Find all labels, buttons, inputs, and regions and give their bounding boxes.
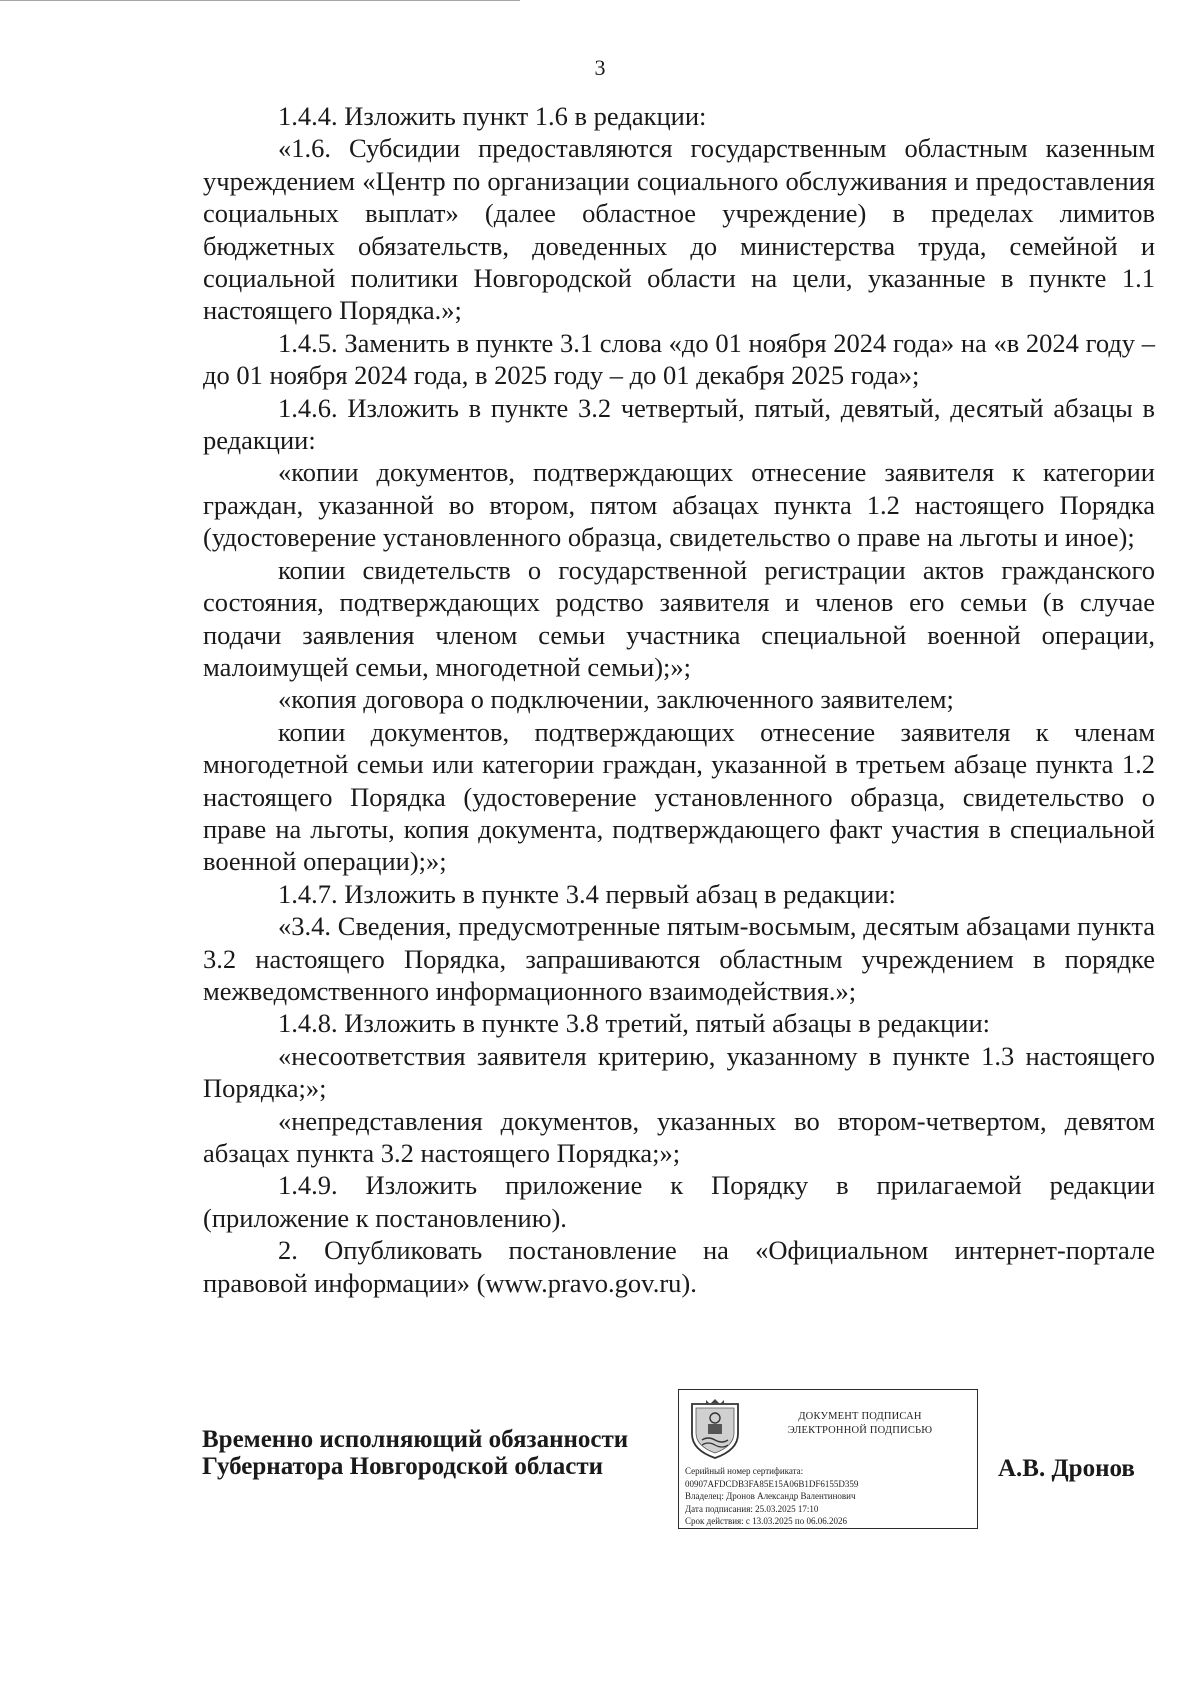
paragraph-1-6-quote: «1.6. Субсидии предоставляются государственным областным казенным учреждением «Центр по организации социального обслуживания и предоставления социальных выплат» (далее областное учреждение) в пределах лимитов бюджетных обязательств, доведенных до министерства труда, семейной и социальной политики Новгородской области на цели, указанные в пункте 1.1 настоящего Порядка.»;	[203, 133, 1155, 326]
page-number: 3	[594, 55, 606, 80]
stamp-title-line-2: ЭЛЕКТРОННОЙ ПОДПИСЬЮ	[787, 1425, 933, 1436]
paragraph-1-4-8: 1.4.8. Изложить в пункте 3.8 третий, пятый абзацы в редакции:	[278, 1008, 991, 1039]
position-line-1: Временно исполняющий обязанности	[202, 1426, 629, 1453]
certificate-label: Серийный номер сертификата:	[685, 1466, 804, 1476]
stamp-title-line-1: ДОКУМЕНТ ПОДПИСАН	[798, 1411, 922, 1422]
stamp-title	[749, 1410, 971, 1438]
validity-period: Срок действия: с 13.03.2025 по 06.06.2026	[685, 1516, 847, 1527]
signatory-position	[202, 1426, 628, 1480]
paragraph-3-4-quote: «3.4. Сведения, предусмотренные пятым-восьмым, десятым абзацами пункта 3.2 настоящего Порядка, запрашиваются областным учреждением в порядке межведомственного информационного взаимодействия.»;	[203, 911, 1155, 1006]
stamp-details	[685, 1465, 973, 1528]
paragraph-criterion-mismatch: «несоответствия заявителя критерию, указанному в пункте 1.3 настоящего Порядка;»;	[203, 1040, 1155, 1104]
paragraph-1-4-4: 1.4.4. Изложить пункт 1.6 в редакции:	[278, 101, 707, 131]
paragraph-copies-certificates: копии свидетельств о государственной регистрации актов гражданского состояния, подтверждающих родство заявителя и членов его семьи (в случае подачи заявления членом семьи участника специальной военной операции, малоимущей семьи, многодетной семьи);»;	[203, 554, 1155, 682]
paragraph-1-4-5: 1.4.5. Заменить в пункте 3.1 слова «до 01 ноября 2024 года» на «в 2024 году – до 01 ноября 2024 года, в 2025 году – до 01 декабря 2025 года»;	[203, 327, 1155, 391]
paragraph-copies-category: «копии документов, подтверждающих отнесение заявителя к категории граждан, указанной во втором, пятом абзацах пункта 1.2 настоящего Порядка (удостоверение установленного образца, свидетельство о праве на льготы и иное);	[203, 457, 1155, 553]
position-line-2: Губернатора Новгородской области	[202, 1453, 604, 1480]
signing-date: Дата подписания: 25.03.2025 17:10	[685, 1503, 819, 1514]
paragraph-1-4-7: 1.4.7. Изложить в пункте 3.4 первый абзац в редакции:	[278, 878, 896, 909]
signatory-name: А.В. Дронов	[998, 1455, 1135, 1482]
coat-of-arms-icon	[688, 1398, 742, 1460]
certificate-number: 00907AFDCDB3FA85E15A06B1DF6155D359	[685, 1478, 859, 1489]
paragraph-1-4-9: 1.4.9. Изложить приложение к Порядку в прилагаемой редакции (приложение к постановлению).	[203, 1170, 1155, 1233]
certificate-owner: Владелец: Дронов Александр Валентинович	[685, 1491, 856, 1502]
document-body	[203, 100, 1155, 1299]
paragraph-contract-copy: «копия договора о подключении, заключенного заявителем;	[278, 684, 954, 715]
top-rule	[0, 0, 520, 1]
electronic-signature-stamp	[678, 1389, 978, 1529]
paragraph-documents-missing: «непредставления документов, указанных во втором-четвертом, девятом абзацах пункта 3.2 настоящего Порядка;»;	[203, 1105, 1155, 1168]
paragraph-2-publish: 2. Опубликовать постановление на «Официальном интернет-портале правовой информации» (www.pravo.gov.ru).	[203, 1235, 1155, 1298]
paragraph-copies-large-family: копии документов, подтверждающих отнесение заявителя к членам многодетной семьи или категории граждан, указанной в третьем абзаце пункта 1.2 настоящего Порядка (удостоверение установленного образца, свидетельство о праве на льготы, копия документа, подтверждающего факт участия в специальной военной операции);»;	[203, 716, 1155, 877]
paragraph-1-4-6: 1.4.6. Изложить в пункте 3.2 четвертый, пятый, девятый, десятый абзацы в редакции:	[203, 392, 1155, 456]
